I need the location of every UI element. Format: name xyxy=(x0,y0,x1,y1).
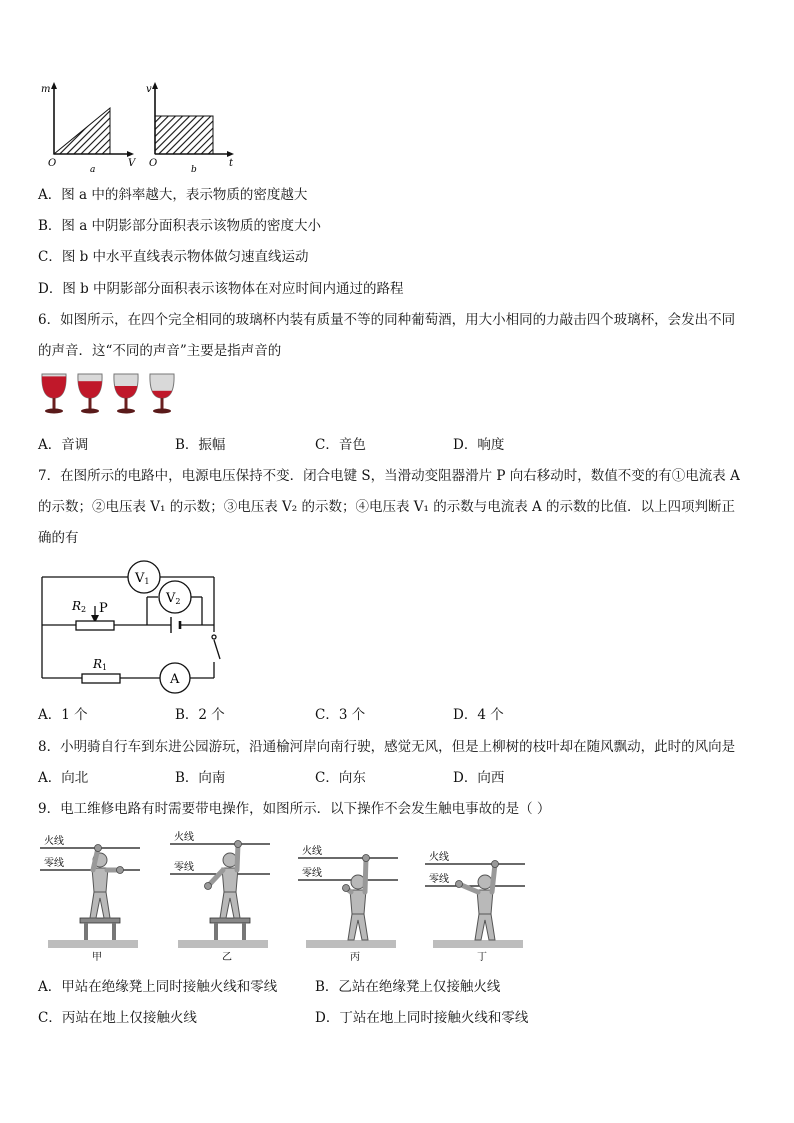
q5-option-c[interactable]: C．图 b 中水平直线表示物体做匀速直线运动 xyxy=(38,249,309,265)
q5-figures xyxy=(34,80,254,176)
q7-stem-line3: 确的有 xyxy=(38,530,79,546)
rheostat-r2-label: R2 xyxy=(72,599,87,614)
wine-glass xyxy=(112,374,140,414)
graph-b-x-label: t xyxy=(229,158,234,169)
live-wire-label: 火线 xyxy=(44,836,64,847)
q6-option-d[interactable]: D．响度 xyxy=(453,437,505,453)
live-wire-label: 火线 xyxy=(302,846,322,857)
live-wire-label: 火线 xyxy=(429,852,449,863)
ammeter-label: A xyxy=(170,672,180,687)
live-wire-label: 火线 xyxy=(174,832,194,843)
q5-option-a[interactable]: A．图 a 中的斜率越大，表示物质的密度越大 xyxy=(38,187,308,203)
electrician-panel xyxy=(298,844,398,963)
q9-stem: 9．电工维修电路有时需要带电操作，如图所示．以下操作不会发生触电事故的是（ ） xyxy=(38,801,551,817)
electrician-panel xyxy=(40,834,140,963)
q6-stem-line2: 的声音．这“不同的声音”主要是指声音的 xyxy=(38,343,282,359)
q9-option-d[interactable]: D．丁站在地上同时接触火线和零线 xyxy=(315,1010,529,1026)
neutral-wire-label: 零线 xyxy=(174,862,194,873)
voltmeter-v2-label: V2 xyxy=(166,591,181,606)
q9-option-a[interactable]: A．甲站在绝缘凳上同时接触火线和零线 xyxy=(38,979,278,995)
voltmeter-v1-label: V1 xyxy=(135,571,150,586)
q9-option-c[interactable]: C．丙站在地上仅接触火线 xyxy=(38,1010,197,1026)
graph-a-origin: O xyxy=(48,158,57,169)
electrician-panel xyxy=(170,830,270,963)
graph-b-y-label: v xyxy=(146,84,152,95)
electrician-panel xyxy=(425,850,525,963)
q5-option-b[interactable]: B．图 a 中阴影部分面积表示该物质的密度大小 xyxy=(38,218,322,234)
graph-b-caption: b xyxy=(191,165,197,175)
q8-option-b[interactable]: B．向南 xyxy=(175,770,226,786)
neutral-wire-label: 零线 xyxy=(44,858,64,869)
panel-caption: 丁 xyxy=(477,952,487,963)
graph-b-origin: O xyxy=(149,158,158,169)
q7-stem-line2: 的示数；②电压表 V₁ 的示数；③电压表 V₂ 的示数；④电压表 V₁ 的示数与电流表 A 的示数的比值．以上四项判断正 xyxy=(38,499,736,515)
q6-option-c[interactable]: C．音色 xyxy=(315,437,366,453)
graph-a-caption: a xyxy=(90,165,96,175)
neutral-wire-label: 零线 xyxy=(302,868,322,879)
wine-glass xyxy=(148,374,176,415)
q6-stem-line1: 6．如图所示，在四个完全相同的玻璃杯内装有质量不等的同种葡萄酒，用大小相同的力敲击四个玻璃杯，会发出不同 xyxy=(38,312,736,328)
resistor-r1-label: R1 xyxy=(93,657,108,672)
slider-p-label: P xyxy=(99,601,108,616)
panel-caption: 甲 xyxy=(92,952,102,963)
wine-glass xyxy=(40,374,68,414)
q8-stem: 8．小明骑自行车到东进公园游玩，沿通榆河岸向南行驶，感觉无风，但是上柳树的枝叶却在随风飘动，此时的风向是 xyxy=(38,739,736,755)
q5-option-d[interactable]: D．图 b 中阴影部分面积表示该物体在对应时间内通过的路程 xyxy=(38,281,404,297)
graph-a-y-label: m xyxy=(41,84,51,95)
graph-a-x-label: V xyxy=(128,158,136,169)
q7-option-b[interactable]: B．2 个 xyxy=(175,707,225,723)
q6-option-a[interactable]: A．音调 xyxy=(38,437,89,453)
wine-glasses-figure xyxy=(40,370,180,420)
q9-option-b[interactable]: B．乙站在绝缘凳上仅接触火线 xyxy=(315,979,501,995)
q8-option-c[interactable]: C．向东 xyxy=(315,770,366,786)
q7-option-a[interactable]: A．1 个 xyxy=(38,707,88,723)
neutral-wire-label: 零线 xyxy=(429,874,449,885)
q7-option-d[interactable]: D．4 个 xyxy=(453,707,504,723)
q6-option-b[interactable]: B．振幅 xyxy=(175,437,226,453)
electricians-figure xyxy=(40,826,540,966)
panel-caption: 乙 xyxy=(222,952,232,963)
q7-stem-line1: 7．在图所示的电路中，电源电压保持不变．闭合电键 S，当滑动变阻器滑片 P 向右移动时，数值不变的有①电流表 A xyxy=(38,468,740,484)
circuit-diagram xyxy=(36,560,226,695)
q8-option-a[interactable]: A．向北 xyxy=(38,770,89,786)
q8-option-d[interactable]: D．向西 xyxy=(453,770,505,786)
graph-a xyxy=(41,82,137,175)
wine-glass xyxy=(76,374,104,414)
panel-caption: 丙 xyxy=(350,952,360,963)
graph-b xyxy=(146,82,234,175)
q7-option-c[interactable]: C．3 个 xyxy=(315,707,366,723)
